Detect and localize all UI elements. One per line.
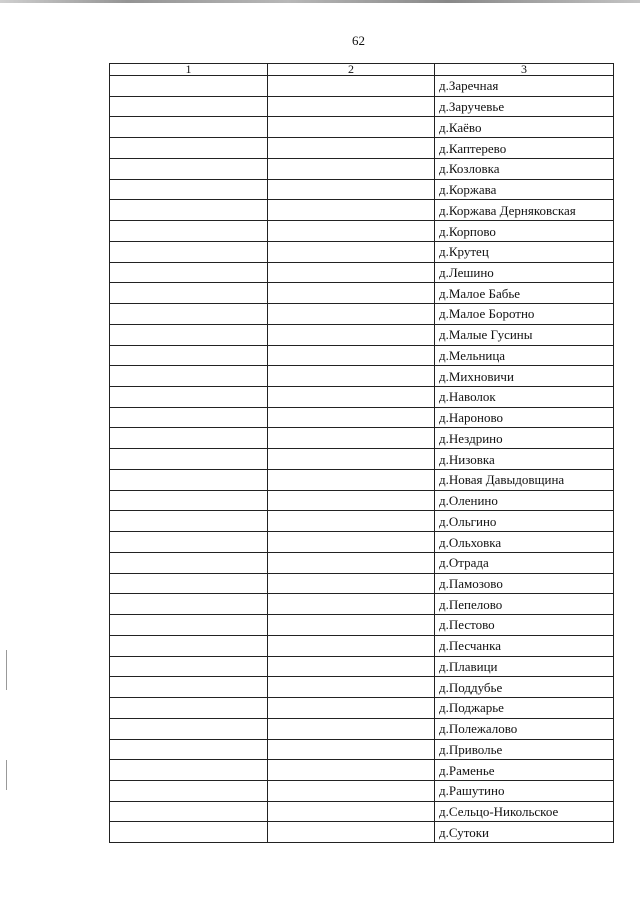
empty-cell-col1 xyxy=(110,698,268,719)
table-row xyxy=(110,594,614,615)
settlement-name: д.Полежалово xyxy=(435,718,614,739)
empty-cell-col1 xyxy=(110,718,268,739)
empty-cell-col2 xyxy=(268,698,435,719)
empty-cell-col2 xyxy=(268,324,435,345)
table-row xyxy=(110,366,614,387)
settlement-name: д.Ольховка xyxy=(435,532,614,553)
settlement-name: д.Каёво xyxy=(435,117,614,138)
settlement-name: д.Поджарье xyxy=(435,698,614,719)
empty-cell-col1 xyxy=(110,656,268,677)
table-row xyxy=(110,698,614,719)
table-row xyxy=(110,635,614,656)
empty-cell-col2 xyxy=(268,760,435,781)
settlement-name: д.Нездрино xyxy=(435,428,614,449)
settlement-name: д.Заречная xyxy=(435,76,614,97)
empty-cell-col1 xyxy=(110,594,268,615)
empty-cell-col1 xyxy=(110,407,268,428)
settlement-name: д.Пепелово xyxy=(435,594,614,615)
table-row xyxy=(110,573,614,594)
empty-cell-col1 xyxy=(110,490,268,511)
empty-cell-col1 xyxy=(110,158,268,179)
empty-cell-col1 xyxy=(110,283,268,304)
settlement-name: д.Оленино xyxy=(435,490,614,511)
empty-cell-col2 xyxy=(268,158,435,179)
table-row xyxy=(110,304,614,325)
settlement-name: д.Плавици xyxy=(435,656,614,677)
empty-cell-col2 xyxy=(268,739,435,760)
table-row xyxy=(110,179,614,200)
empty-cell-col2 xyxy=(268,801,435,822)
empty-cell-col1 xyxy=(110,366,268,387)
empty-cell-col2 xyxy=(268,449,435,470)
empty-cell-col2 xyxy=(268,656,435,677)
empty-cell-col2 xyxy=(268,345,435,366)
empty-cell-col1 xyxy=(110,138,268,159)
table-row xyxy=(110,345,614,366)
empty-cell-col1 xyxy=(110,387,268,408)
settlement-name: д.Коржава xyxy=(435,179,614,200)
empty-cell-col1 xyxy=(110,304,268,325)
empty-cell-col2 xyxy=(268,822,435,843)
empty-cell-col2 xyxy=(268,366,435,387)
page-number: 62 xyxy=(352,33,365,48)
settlement-name: д.Малые Гусины xyxy=(435,324,614,345)
table-row xyxy=(110,76,614,97)
empty-cell-col2 xyxy=(268,179,435,200)
empty-cell-col2 xyxy=(268,718,435,739)
table-row xyxy=(110,469,614,490)
table-row xyxy=(110,221,614,242)
settlement-name: д.Малое Боротно xyxy=(435,304,614,325)
table-row xyxy=(110,656,614,677)
settlement-name: д.Пестово xyxy=(435,615,614,636)
table-row xyxy=(110,117,614,138)
empty-cell-col1 xyxy=(110,262,268,283)
settlement-name: д.Песчанка xyxy=(435,635,614,656)
empty-cell-col2 xyxy=(268,387,435,408)
empty-cell-col1 xyxy=(110,573,268,594)
empty-cell-col2 xyxy=(268,76,435,97)
settlement-name: д.Лешино xyxy=(435,262,614,283)
table-row xyxy=(110,241,614,262)
empty-cell-col1 xyxy=(110,532,268,553)
empty-cell-col1 xyxy=(110,780,268,801)
settlement-name: д.Сутоки xyxy=(435,822,614,843)
scan-edge-artifact xyxy=(0,0,640,3)
table-row xyxy=(110,200,614,221)
empty-cell-col2 xyxy=(268,594,435,615)
table-row xyxy=(110,96,614,117)
empty-cell-col2 xyxy=(268,552,435,573)
empty-cell-col2 xyxy=(268,138,435,159)
settlement-table xyxy=(109,63,614,843)
table-row xyxy=(110,760,614,781)
empty-cell-col2 xyxy=(268,428,435,449)
empty-cell-col1 xyxy=(110,801,268,822)
settlement-name: д.Коржава Дерняковская xyxy=(435,200,614,221)
empty-cell-col1 xyxy=(110,428,268,449)
empty-cell-col1 xyxy=(110,449,268,470)
empty-cell-col2 xyxy=(268,615,435,636)
table-row xyxy=(110,718,614,739)
empty-cell-col2 xyxy=(268,407,435,428)
empty-cell-col2 xyxy=(268,304,435,325)
table-row xyxy=(110,138,614,159)
column-header-1: 1 xyxy=(110,64,268,76)
empty-cell-col1 xyxy=(110,179,268,200)
table-row xyxy=(110,532,614,553)
empty-cell-col2 xyxy=(268,780,435,801)
settlement-name: д.Приволье xyxy=(435,739,614,760)
settlement-name: д.Мельница xyxy=(435,345,614,366)
settlement-name: д.Рашутино xyxy=(435,780,614,801)
scan-edge-mark xyxy=(6,650,7,690)
table-row xyxy=(110,283,614,304)
table-row xyxy=(110,490,614,511)
empty-cell-col1 xyxy=(110,739,268,760)
table-body xyxy=(110,76,614,843)
table-row xyxy=(110,428,614,449)
empty-cell-col2 xyxy=(268,221,435,242)
settlement-name: д.Поддубье xyxy=(435,677,614,698)
table-row xyxy=(110,615,614,636)
empty-cell-col1 xyxy=(110,221,268,242)
table-row xyxy=(110,158,614,179)
settlement-name: д.Крутец xyxy=(435,241,614,262)
empty-cell-col1 xyxy=(110,511,268,532)
table-row xyxy=(110,511,614,532)
table-row xyxy=(110,677,614,698)
empty-cell-col1 xyxy=(110,635,268,656)
settlement-name: д.Раменье xyxy=(435,760,614,781)
empty-cell-col1 xyxy=(110,345,268,366)
settlement-name: д.Малое Бабье xyxy=(435,283,614,304)
empty-cell-col2 xyxy=(268,573,435,594)
empty-cell-col2 xyxy=(268,283,435,304)
empty-cell-col1 xyxy=(110,241,268,262)
settlement-name: д.Сельцо-Никольское xyxy=(435,801,614,822)
empty-cell-col1 xyxy=(110,760,268,781)
table-row xyxy=(110,552,614,573)
empty-cell-col1 xyxy=(110,469,268,490)
settlement-name: д.Михновичи xyxy=(435,366,614,387)
empty-cell-col2 xyxy=(268,200,435,221)
empty-cell-col2 xyxy=(268,241,435,262)
empty-cell-col1 xyxy=(110,324,268,345)
settlement-name: д.Каптерево xyxy=(435,138,614,159)
empty-cell-col1 xyxy=(110,117,268,138)
settlement-name: д.Наволок xyxy=(435,387,614,408)
empty-cell-col2 xyxy=(268,262,435,283)
empty-cell-col2 xyxy=(268,511,435,532)
empty-cell-col2 xyxy=(268,96,435,117)
table-row xyxy=(110,780,614,801)
settlement-name: д.Отрада xyxy=(435,552,614,573)
empty-cell-col1 xyxy=(110,677,268,698)
table-row xyxy=(110,262,614,283)
table-row xyxy=(110,407,614,428)
settlement-name: д.Козловка xyxy=(435,158,614,179)
table-row xyxy=(110,324,614,345)
empty-cell-col2 xyxy=(268,677,435,698)
empty-cell-col1 xyxy=(110,552,268,573)
table-row xyxy=(110,822,614,843)
empty-cell-col2 xyxy=(268,635,435,656)
empty-cell-col1 xyxy=(110,200,268,221)
settlement-name: д.Низовка xyxy=(435,449,614,470)
table-row xyxy=(110,387,614,408)
scan-edge-mark xyxy=(6,760,7,790)
empty-cell-col1 xyxy=(110,96,268,117)
settlement-name: д.Нароново xyxy=(435,407,614,428)
empty-cell-col1 xyxy=(110,615,268,636)
column-header-3: 3 xyxy=(435,64,614,76)
empty-cell-col2 xyxy=(268,490,435,511)
column-header-2: 2 xyxy=(268,64,435,76)
table-row xyxy=(110,449,614,470)
settlement-name: д.Ольгино xyxy=(435,511,614,532)
settlement-name: д.Корпово xyxy=(435,221,614,242)
settlement-name: д.Новая Давыдовщина xyxy=(435,469,614,490)
table-row xyxy=(110,739,614,760)
empty-cell-col2 xyxy=(268,469,435,490)
empty-cell-col1 xyxy=(110,76,268,97)
empty-cell-col2 xyxy=(268,532,435,553)
empty-cell-col1 xyxy=(110,822,268,843)
table-header-row xyxy=(110,64,614,76)
table-row xyxy=(110,801,614,822)
settlement-name: д.Заручевье xyxy=(435,96,614,117)
settlement-name: д.Памозово xyxy=(435,573,614,594)
empty-cell-col2 xyxy=(268,117,435,138)
